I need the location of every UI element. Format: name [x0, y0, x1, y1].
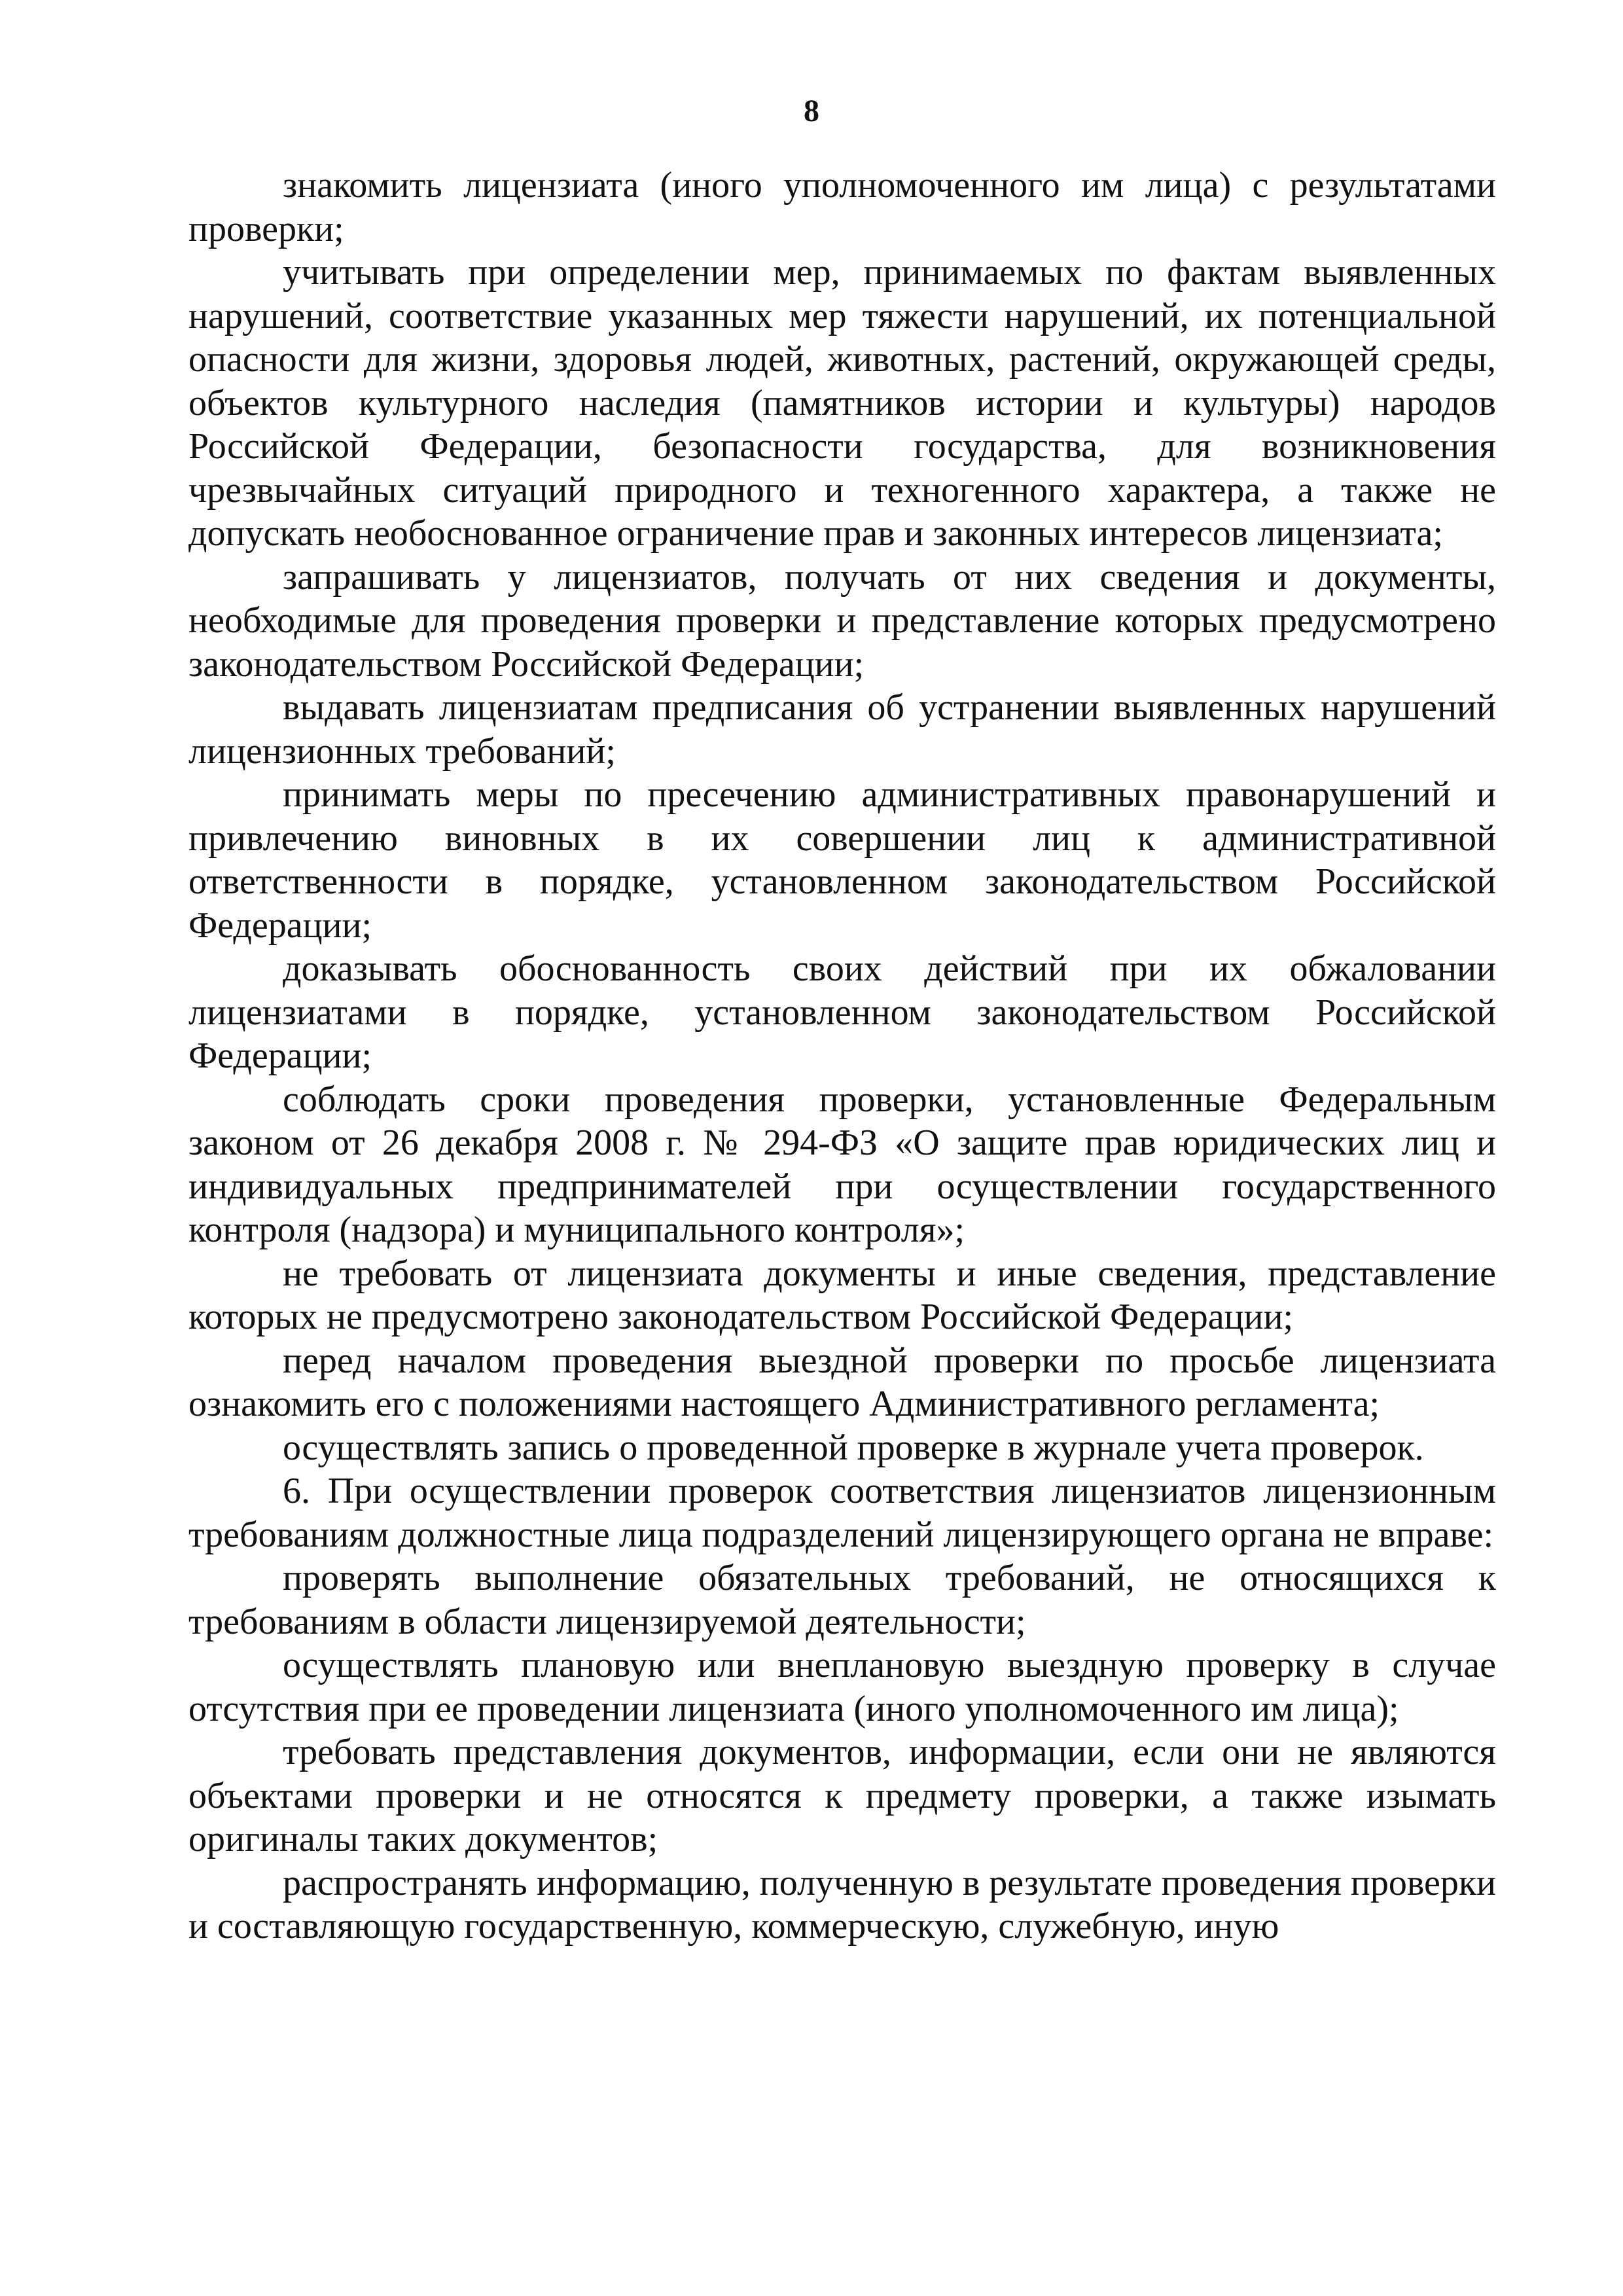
paragraph: осуществлять запись о проведенной проверке в журнале учета проверок.: [283, 1427, 1424, 1468]
page-number: 8: [804, 94, 819, 128]
paragraph: доказывать обоснованность своих действий при их обжаловании лицензиатами в порядке, установленном законодательством Российской Федерации;: [188, 948, 1496, 1076]
document-body: [188, 164, 1496, 1948]
paragraph: запрашивать у лицензиатов, получать от них сведения и документы, необходимые для проведения проверки и представление которых предусмотрено законодательством Российской Федерации;: [188, 556, 1496, 685]
paragraph: учитывать при определении мер, принимаемых по фактам выявленных нарушений, соответствие указанных мер тяжести нарушений, их потенциальной опасности для жизни, здоровья людей, животных, растений, окружающей среды, объектов культурного наследия (памятников истории и культуры) народов Российской Федерации, безопасности государства, для возникновения чрезвычайных ситуаций природного и техногенного характера, а также не допускать необоснованное ограничение прав и законных интересов лицензиата;: [188, 252, 1496, 554]
paragraph: 6. При осуществлении проверок соответствия лицензиатов лицензионным требованиям должностные лица подразделений лицензирующего органа не вправе:: [188, 1471, 1496, 1555]
paragraph: осуществлять плановую или внеплановую выездную проверку в случае отсутствия при ее проведении лицензиата (иного уполномоченного им лица);: [188, 1645, 1496, 1729]
paragraph: проверять выполнение обязательных требований, не относящихся к требованиям в области лицензируемой деятельности;: [188, 1558, 1496, 1642]
paragraph: не требовать от лицензиата документы и иные сведения, представление которых не предусмотрено законодательством Российской Федерации;: [188, 1253, 1496, 1337]
paragraph: принимать меры по пресечению административных правонарушений и привлечению виновных в их совершении лиц к административной ответственности в порядке, установленном законодательством Российской Федерации;: [188, 774, 1496, 946]
paragraph: распространять информацию, полученную в результате проведения проверки и составляющую государственную, коммерческую, служебную, иную: [188, 1862, 1496, 1946]
paragraph: требовать представления документов, информации, если они не являются объектами проверки и не относятся к предмету проверки, а также изымать оригиналы таких документов;: [188, 1732, 1496, 1859]
paragraph: перед началом проведения выездной проверки по просьбе лицензиата ознакомить его с положениями настоящего Административного регламента;: [188, 1340, 1496, 1424]
paragraph: соблюдать сроки проведения проверки, установленные Федеральным законом от 26 декабря 2008 г. № 294-ФЗ «О защите прав юридических лиц и индивидуальных предпринимателей при осуществлении государственного контроля (надзора) и муниципального контроля»;: [188, 1079, 1496, 1250]
paragraph: выдавать лицензиатам предписания об устранении выявленных нарушений лицензионных требований;: [188, 687, 1496, 772]
paragraph: знакомить лицензиата (иного уполномоченного им лица) с результатами проверки;: [188, 165, 1496, 249]
